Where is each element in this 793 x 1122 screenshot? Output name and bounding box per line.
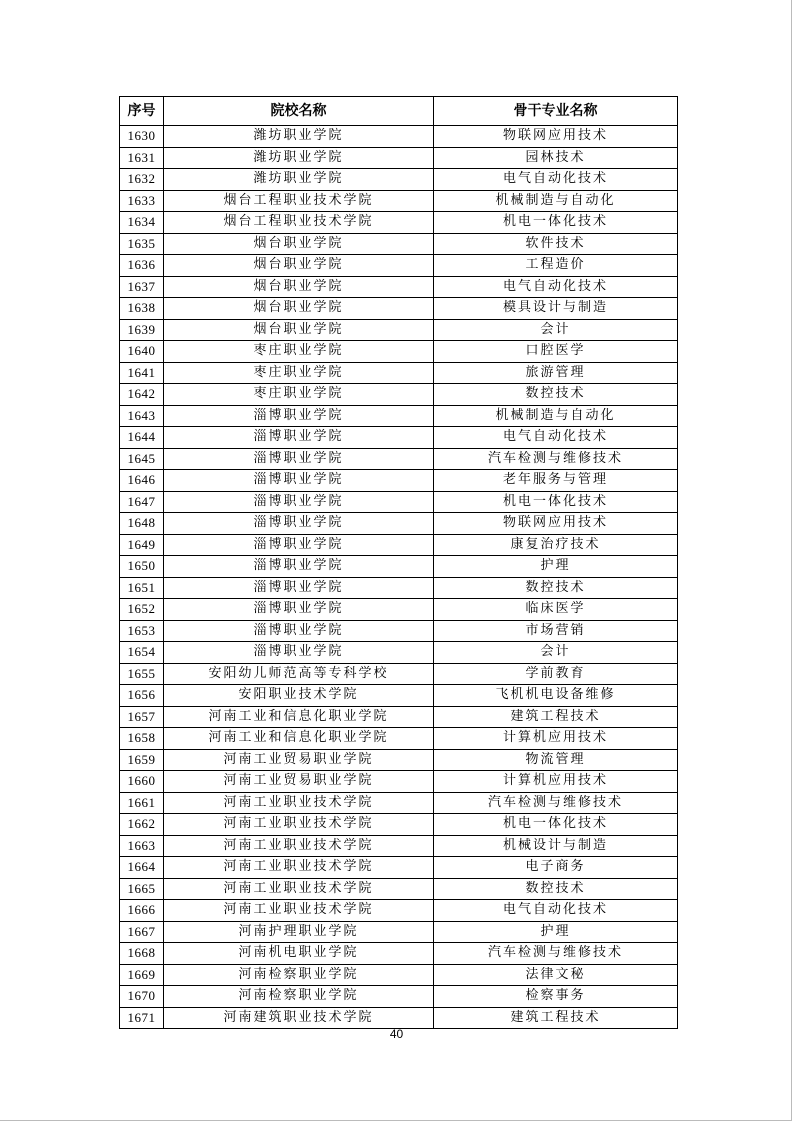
cell-major-name: 会计	[434, 319, 678, 341]
cell-school-name: 淄博职业学院	[164, 448, 434, 470]
cell-serial-number: 1644	[120, 427, 164, 449]
cell-major-name: 学前教育	[434, 663, 678, 685]
table-row	[120, 792, 678, 814]
cell-major-name: 计算机应用技术	[434, 771, 678, 793]
table-row	[120, 878, 678, 900]
cell-major-name: 机械制造与自动化	[434, 190, 678, 212]
cell-major-name: 机械制造与自动化	[434, 405, 678, 427]
cell-major-name: 机电一体化技术	[434, 814, 678, 836]
cell-major-name: 数控技术	[434, 878, 678, 900]
cell-serial-number: 1666	[120, 900, 164, 922]
table-row	[120, 771, 678, 793]
cell-school-name: 河南工业职业技术学院	[164, 878, 434, 900]
cell-school-name: 枣庄职业学院	[164, 362, 434, 384]
cell-school-name: 河南工业职业技术学院	[164, 792, 434, 814]
cell-serial-number: 1667	[120, 921, 164, 943]
backbone-majors-table	[119, 96, 678, 1029]
table-row	[120, 147, 678, 169]
cell-school-name: 淄博职业学院	[164, 556, 434, 578]
cell-serial-number: 1670	[120, 986, 164, 1008]
table-row	[120, 362, 678, 384]
header-major-name: 骨干专业名称	[434, 97, 678, 126]
cell-major-name: 物流管理	[434, 749, 678, 771]
table-row	[120, 513, 678, 535]
cell-major-name: 康复治疗技术	[434, 534, 678, 556]
cell-major-name: 电子商务	[434, 857, 678, 879]
cell-school-name: 淄博职业学院	[164, 642, 434, 664]
cell-major-name: 数控技术	[434, 577, 678, 599]
cell-serial-number: 1639	[120, 319, 164, 341]
cell-major-name: 园林技术	[434, 147, 678, 169]
table-row	[120, 470, 678, 492]
cell-serial-number: 1643	[120, 405, 164, 427]
table-row	[120, 169, 678, 191]
table-row	[120, 534, 678, 556]
cell-serial-number: 1652	[120, 599, 164, 621]
cell-school-name: 淄博职业学院	[164, 620, 434, 642]
cell-school-name: 枣庄职业学院	[164, 341, 434, 363]
cell-major-name: 临床医学	[434, 599, 678, 621]
table-row	[120, 663, 678, 685]
cell-serial-number: 1653	[120, 620, 164, 642]
cell-school-name: 烟台职业学院	[164, 319, 434, 341]
cell-major-name: 护理	[434, 556, 678, 578]
table-row	[120, 405, 678, 427]
cell-school-name: 潍坊职业学院	[164, 169, 434, 191]
cell-major-name: 软件技术	[434, 233, 678, 255]
cell-school-name: 淄博职业学院	[164, 577, 434, 599]
cell-major-name: 机械设计与制造	[434, 835, 678, 857]
cell-school-name: 淄博职业学院	[164, 405, 434, 427]
cell-major-name: 护理	[434, 921, 678, 943]
cell-serial-number: 1651	[120, 577, 164, 599]
table-row	[120, 298, 678, 320]
cell-school-name: 淄博职业学院	[164, 491, 434, 513]
cell-school-name: 河南工业职业技术学院	[164, 835, 434, 857]
table-row	[120, 642, 678, 664]
cell-school-name: 河南工业职业技术学院	[164, 857, 434, 879]
cell-school-name: 烟台工程职业技术学院	[164, 212, 434, 234]
cell-serial-number: 1650	[120, 556, 164, 578]
cell-major-name: 市场营销	[434, 620, 678, 642]
cell-serial-number: 1669	[120, 964, 164, 986]
cell-major-name: 电气自动化技术	[434, 427, 678, 449]
cell-school-name: 烟台职业学院	[164, 255, 434, 277]
table-row	[120, 255, 678, 277]
table-row	[120, 1007, 678, 1029]
cell-major-name: 机电一体化技术	[434, 491, 678, 513]
cell-school-name: 淄博职业学院	[164, 534, 434, 556]
table-row	[120, 233, 678, 255]
cell-school-name: 河南建筑职业技术学院	[164, 1007, 434, 1029]
table-row	[120, 620, 678, 642]
table-row	[120, 491, 678, 513]
cell-serial-number: 1647	[120, 491, 164, 513]
cell-serial-number: 1646	[120, 470, 164, 492]
cell-major-name: 会计	[434, 642, 678, 664]
cell-serial-number: 1655	[120, 663, 164, 685]
cell-major-name: 电气自动化技术	[434, 900, 678, 922]
table-row	[120, 427, 678, 449]
table-row	[120, 964, 678, 986]
cell-serial-number: 1654	[120, 642, 164, 664]
cell-school-name: 潍坊职业学院	[164, 147, 434, 169]
cell-serial-number: 1630	[120, 126, 164, 148]
page-number: 40	[389, 1027, 404, 1041]
cell-major-name: 法律文秘	[434, 964, 678, 986]
cell-school-name: 河南工业职业技术学院	[164, 900, 434, 922]
cell-serial-number: 1642	[120, 384, 164, 406]
cell-school-name: 河南工业贸易职业学院	[164, 749, 434, 771]
cell-serial-number: 1661	[120, 792, 164, 814]
cell-major-name: 汽车检测与维修技术	[434, 792, 678, 814]
cell-school-name: 烟台职业学院	[164, 233, 434, 255]
table-row	[120, 814, 678, 836]
cell-major-name: 计算机应用技术	[434, 728, 678, 750]
cell-school-name: 淄博职业学院	[164, 470, 434, 492]
cell-serial-number: 1649	[120, 534, 164, 556]
table-row	[120, 384, 678, 406]
table-row	[120, 706, 678, 728]
cell-major-name: 汽车检测与维修技术	[434, 448, 678, 470]
table-row	[120, 835, 678, 857]
cell-school-name: 潍坊职业学院	[164, 126, 434, 148]
cell-serial-number: 1656	[120, 685, 164, 707]
cell-school-name: 河南工业职业技术学院	[164, 814, 434, 836]
cell-major-name: 飞机机电设备维修	[434, 685, 678, 707]
cell-school-name: 河南机电职业学院	[164, 943, 434, 965]
cell-serial-number: 1634	[120, 212, 164, 234]
table-header-row	[120, 97, 678, 126]
cell-serial-number: 1657	[120, 706, 164, 728]
table-row	[120, 577, 678, 599]
cell-school-name: 安阳职业技术学院	[164, 685, 434, 707]
cell-school-name: 安阳幼儿师范高等专科学校	[164, 663, 434, 685]
cell-major-name: 汽车检测与维修技术	[434, 943, 678, 965]
cell-school-name: 河南工业和信息化职业学院	[164, 728, 434, 750]
table-row	[120, 749, 678, 771]
cell-school-name: 淄博职业学院	[164, 427, 434, 449]
cell-major-name: 模具设计与制造	[434, 298, 678, 320]
cell-major-name: 物联网应用技术	[434, 126, 678, 148]
table-row	[120, 126, 678, 148]
cell-serial-number: 1631	[120, 147, 164, 169]
cell-major-name: 工程造价	[434, 255, 678, 277]
table-row	[120, 341, 678, 363]
table-row	[120, 190, 678, 212]
cell-major-name: 电气自动化技术	[434, 276, 678, 298]
cell-serial-number: 1635	[120, 233, 164, 255]
cell-serial-number: 1663	[120, 835, 164, 857]
table-row	[120, 857, 678, 879]
cell-serial-number: 1665	[120, 878, 164, 900]
cell-school-name: 淄博职业学院	[164, 599, 434, 621]
cell-major-name: 数控技术	[434, 384, 678, 406]
cell-major-name: 检察事务	[434, 986, 678, 1008]
cell-serial-number: 1633	[120, 190, 164, 212]
cell-serial-number: 1668	[120, 943, 164, 965]
cell-serial-number: 1637	[120, 276, 164, 298]
cell-major-name: 口腔医学	[434, 341, 678, 363]
cell-school-name: 烟台职业学院	[164, 276, 434, 298]
cell-school-name: 烟台职业学院	[164, 298, 434, 320]
cell-serial-number: 1638	[120, 298, 164, 320]
table-row	[120, 900, 678, 922]
table-row	[120, 685, 678, 707]
table-row	[120, 448, 678, 470]
table-body	[120, 126, 678, 1029]
header-school-name: 院校名称	[164, 97, 434, 126]
cell-major-name: 老年服务与管理	[434, 470, 678, 492]
cell-major-name: 机电一体化技术	[434, 212, 678, 234]
cell-school-name: 河南工业和信息化职业学院	[164, 706, 434, 728]
cell-school-name: 烟台工程职业技术学院	[164, 190, 434, 212]
cell-serial-number: 1641	[120, 362, 164, 384]
cell-serial-number: 1632	[120, 169, 164, 191]
cell-school-name: 河南护理职业学院	[164, 921, 434, 943]
cell-school-name: 河南检察职业学院	[164, 986, 434, 1008]
cell-school-name: 河南检察职业学院	[164, 964, 434, 986]
cell-serial-number: 1658	[120, 728, 164, 750]
cell-school-name: 枣庄职业学院	[164, 384, 434, 406]
cell-school-name: 河南工业贸易职业学院	[164, 771, 434, 793]
header-serial-number: 序号	[120, 97, 164, 126]
table-row	[120, 921, 678, 943]
cell-major-name: 建筑工程技术	[434, 706, 678, 728]
cell-serial-number: 1659	[120, 749, 164, 771]
cell-serial-number: 1645	[120, 448, 164, 470]
table-row	[120, 556, 678, 578]
cell-serial-number: 1671	[120, 1007, 164, 1029]
cell-school-name: 淄博职业学院	[164, 513, 434, 535]
table-row	[120, 986, 678, 1008]
cell-major-name: 旅游管理	[434, 362, 678, 384]
cell-major-name: 建筑工程技术	[434, 1007, 678, 1029]
cell-serial-number: 1648	[120, 513, 164, 535]
table-row	[120, 599, 678, 621]
table-row	[120, 319, 678, 341]
cell-serial-number: 1636	[120, 255, 164, 277]
table-row	[120, 276, 678, 298]
cell-serial-number: 1664	[120, 857, 164, 879]
table-row	[120, 728, 678, 750]
table-row	[120, 943, 678, 965]
cell-serial-number: 1640	[120, 341, 164, 363]
cell-major-name: 物联网应用技术	[434, 513, 678, 535]
cell-serial-number: 1660	[120, 771, 164, 793]
cell-serial-number: 1662	[120, 814, 164, 836]
cell-major-name: 电气自动化技术	[434, 169, 678, 191]
table-row	[120, 212, 678, 234]
